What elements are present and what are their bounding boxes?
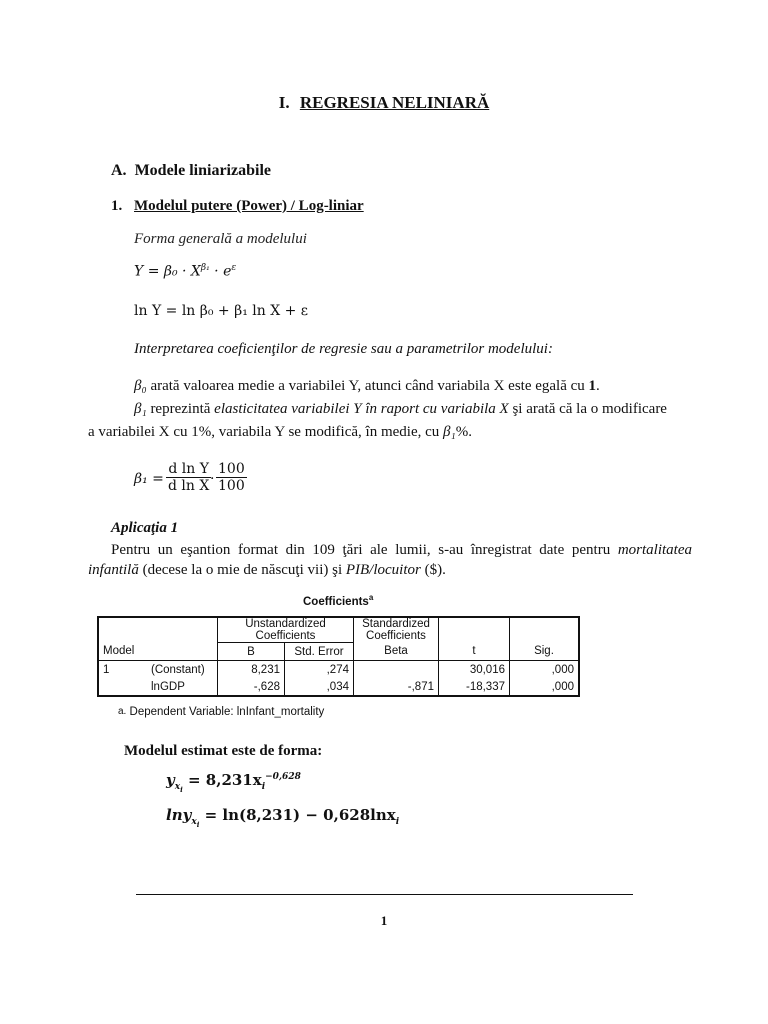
log-linear-formula: ln Y = ln β₀ + β₁ ln X + ε xyxy=(134,303,309,319)
table-cell-se: ,274 xyxy=(285,661,354,679)
table-header-standardized: Standardized Coefficients xyxy=(354,617,439,643)
title-text: REGRESIA NELINIARĂ xyxy=(299,93,490,112)
beta0-interpretation: β₀ arată valoarea medie a variabilei Y, atunci când variabila X este egală cu 1. xyxy=(134,378,600,394)
subsection-1-number: 1. xyxy=(111,198,123,214)
beta1-interpretation-line1: β₁ reprezintă elasticitatea variabilei Y în raport cu variabila X şi arată că la o modificare xyxy=(134,401,667,417)
table-cell-model xyxy=(98,678,147,696)
table-col-t: t xyxy=(439,643,510,661)
estimated-equation-2: lny$_{x_i}$ = ln(8,231) − 0,628lnx$_i$ xyxy=(166,806,400,829)
footer-divider xyxy=(136,894,633,895)
coefficients-table xyxy=(97,616,580,697)
table-cell-se: ,034 xyxy=(285,678,354,696)
table-header-row-2 xyxy=(98,643,579,661)
beta1-interpretation-line2: a variabilei X cu 1%, variabila Y se modifică, în medie, cu β₁%. xyxy=(88,424,472,440)
estimated-equation-1: $y_{x_i} = 8,231x_i^{-0,628}$ xyxy=(166,771,301,794)
table-cell-b: -,628 xyxy=(218,678,285,696)
power-model-formula: $Y = \beta_0 \cdot X^{\beta_1} \cdot e^\varepsilon$ xyxy=(134,263,237,280)
table-col-model: Model xyxy=(98,643,218,661)
table-header-t-empty xyxy=(439,617,510,643)
table-header-empty xyxy=(98,617,218,643)
subsection-1-text: Modelul putere (Power) / Log-liniar xyxy=(134,198,364,214)
elasticity-dot: · xyxy=(210,471,215,487)
table-cell-sig: ,000 xyxy=(510,678,580,696)
title-number: I. xyxy=(278,93,290,112)
table-col-beta: Beta xyxy=(354,643,439,661)
elasticity-formula-lhs: β₁ = xyxy=(134,471,164,487)
table-cell-beta xyxy=(354,661,439,679)
page-number: 1 xyxy=(380,913,388,928)
section-a-text: Modele liniarizabile xyxy=(134,162,271,179)
application-text-line1: Pentru un eşantion format din 109 ţări ale lumii, s-au înregistrat date pentru mortalitatea xyxy=(111,542,692,558)
section-a-heading xyxy=(111,162,271,180)
table-col-sig: Sig. xyxy=(510,643,580,661)
interpretation-label: Interpretarea coeficienţilor de regresie sau a parametrilor modelului: xyxy=(134,341,553,357)
table-cell-t: 30,016 xyxy=(439,661,510,679)
table-cell-b: 8,231 xyxy=(218,661,285,679)
table-footnote: a. Dependent Variable: lnInfant_mortality xyxy=(118,706,325,718)
table-row xyxy=(98,661,579,679)
table-col-b: B xyxy=(218,643,285,661)
elasticity-fraction-1: $\frac{\text{d ln Y}}{\text{d ln X}}$ xyxy=(168,461,210,494)
table-row xyxy=(98,678,579,696)
table-header-row-1 xyxy=(98,617,579,643)
estimated-model-label: Modelul estimat este de forma: xyxy=(124,743,323,759)
table-col-std-error: Std. Error xyxy=(285,643,354,661)
application-title: Aplicaţia 1 xyxy=(111,520,179,536)
page-title xyxy=(0,93,768,113)
general-form-label: Forma generală a modelului xyxy=(134,231,307,247)
subsection-1-heading xyxy=(111,198,364,215)
application-text-line2: infantilă (decese la o mie de născuţi vii) şi PIB/locuitor ($). xyxy=(88,562,446,578)
table-cell-model: 1 xyxy=(98,661,147,679)
table-cell-beta: -,871 xyxy=(354,678,439,696)
table-cell-t: -18,337 xyxy=(439,678,510,696)
elasticity-fraction-2: $\frac{100}{100}$ xyxy=(218,461,245,494)
table-cell-sig: ,000 xyxy=(510,661,580,679)
table-header-unstandardized: Unstandardized Coefficients xyxy=(218,617,354,643)
table-cell-name: (Constant) xyxy=(151,663,205,676)
section-a-letter: A. xyxy=(111,162,127,179)
table-cell-name: lnGDP xyxy=(147,678,218,696)
table-header-sig-empty xyxy=(510,617,580,643)
coefficients-table-title: Coefficients$^a$ xyxy=(303,593,374,608)
